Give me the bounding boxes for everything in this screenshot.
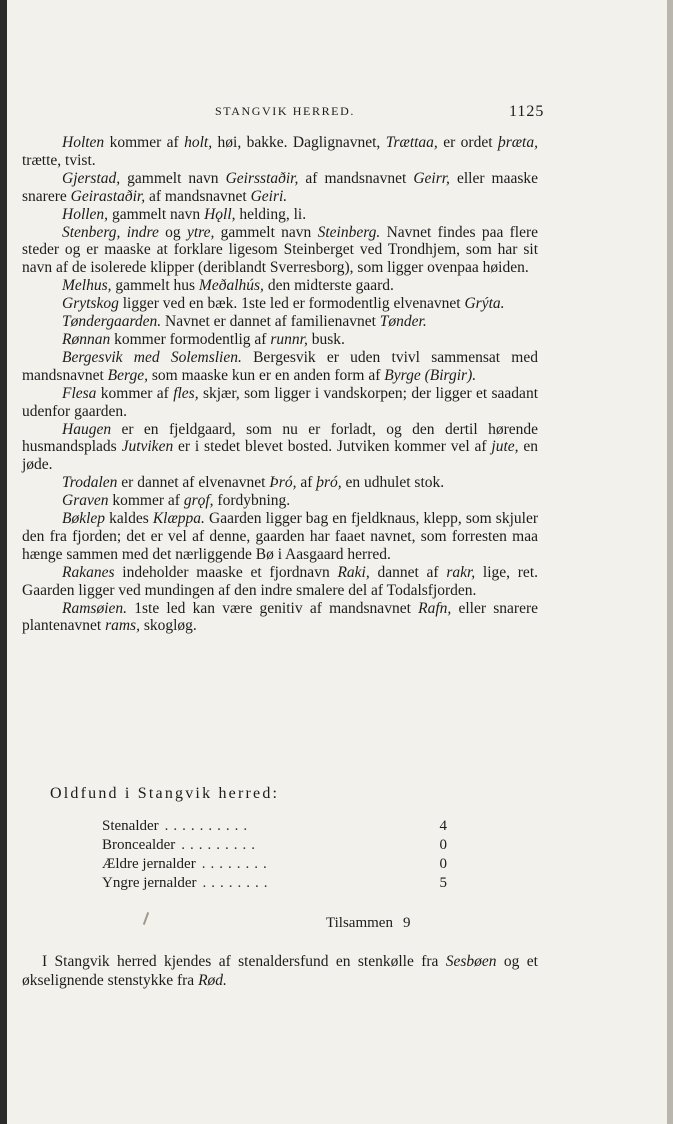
oldfund-row <box>102 856 447 875</box>
oldfund-count: 5 <box>439 875 447 891</box>
oldfund-total <box>326 915 410 932</box>
oldfund-count: 4 <box>439 818 447 834</box>
dot-leader: ......... <box>181 837 261 853</box>
page-number: 1125 <box>509 103 545 120</box>
entry-trodalen: Trodalen er dannet af elvenavnet Þró, af þró, en udhulet stok. <box>62 474 445 492</box>
entry-stenberg: Stenberg, indre og ytre, gammelt navn Steinberg. Navnet findes paa flere steder og er maaske at forklare ligesom Steinberget ved Trondhjem, som har sit navn af de isolerede klipper (deriblandt Sverresborg), som ligger ovenpaa høiden. <box>22 223 539 277</box>
entry-flesa: Flesa kommer af fles, skjær, som ligger i vandskorpen; der ligger et saadant udenfor gaarden. <box>22 384 538 420</box>
entry-tondergaarden: Tøndergaarden. Navnet er dannet af familienavnet Tønder. <box>62 313 427 331</box>
closing-text: I Stangvik herred kjendes af stenaldersfund en stenkølle fra Sesbøen og et økselignende stenstykke fra Rød. <box>22 953 538 989</box>
entry-ramsoien: Ramsøien. 1ste led kan være genitiv af mandsnavnet Rafn, eller snarere plantenavnet rams, skogløg. <box>22 599 538 635</box>
oldfund-label: Ældre jernalder <box>102 856 196 872</box>
dot-leader: .......... <box>164 818 253 834</box>
place-name-entries <box>22 134 538 635</box>
oldfund-label: Yngre jernalder <box>102 875 197 891</box>
entry-grytskog: Grytskog ligger ved en bæk. 1ste led er formodentlig elvenavnet Grýta. <box>62 295 505 313</box>
entry-graven: Graven kommer af grǫf, fordybning. <box>62 492 291 510</box>
oldfund-heading: Oldfund i Stangvik herred: <box>50 785 280 802</box>
oldfund-label: Stenalder <box>102 818 159 834</box>
entry-haugen: Haugen er en fjeldgaard, som nu er forladt, og den dertil hørende husmandsplads Jutviken er i stedet blevet bosted. Jutviken kommer vel af jute, en jøde. <box>22 420 539 474</box>
dot-leader: ........ <box>202 875 273 891</box>
total-value: 9 <box>402 915 411 931</box>
entry-gjerstad: Gjerstad, gammelt navn Geirsstaðir, af mandsnavnet Geirr, eller maaske snarere Geirastaðir, af mandsnavnet Geiri. <box>22 169 538 205</box>
entry-hollen: Hollen, gammelt navn Hǫll, helding, li. <box>62 205 307 223</box>
oldfund-count: 0 <box>439 837 447 853</box>
oldfund-row <box>102 818 447 837</box>
oldfund-table <box>102 818 447 894</box>
entry-boklep: Bøklep kaldes Klæppa. Gaarden ligger bag en fjeldknaus, klepp, som skjuler den fra fjorden; det er vel af denne, gaarden har faaet navnet, som forresten maa hænge sammen med det nærliggende Bø i Aasgaard herred. <box>22 510 538 563</box>
oldfund-row <box>102 875 447 894</box>
oldfund-label: Broncealder <box>102 837 176 853</box>
page-outer-edge <box>667 0 673 1124</box>
entry-bergesvik: Bergesvik med Solemslien. Bergesvik er uden tvivl sammensat med mandsnavnet Berge, som maaske kun er en anden form af Byrge (Birgir). <box>22 348 538 384</box>
oldfund-row <box>102 837 447 856</box>
total-label: Tilsammen <box>326 915 393 931</box>
page-binding-edge <box>0 0 7 1124</box>
running-title: STANGVIK HERRED. <box>215 104 355 118</box>
entry-rakanes: Rakanes indeholder maaske et fjordnavn Raki, dannet af rakr, lige, ret. Gaarden ligger ved mundingen af den indre smalere del af Todalsfjorden. <box>22 563 538 599</box>
dot-leader: ........ <box>201 856 272 872</box>
closing-paragraph <box>22 953 538 990</box>
entry-holten: Holten kommer af holt, høi, bakke. Daglignavnet, Trættaa, er ordet þræta, trætte, tvist. <box>22 134 538 169</box>
entry-melhus: Melhus, gammelt hus Meðalhús, den midterste gaard. <box>62 277 394 295</box>
entry-ronnan: Rønnan kommer formodentlig af runnr, busk. <box>62 330 345 348</box>
pencil-mark <box>143 912 149 925</box>
oldfund-count: 0 <box>439 856 447 872</box>
